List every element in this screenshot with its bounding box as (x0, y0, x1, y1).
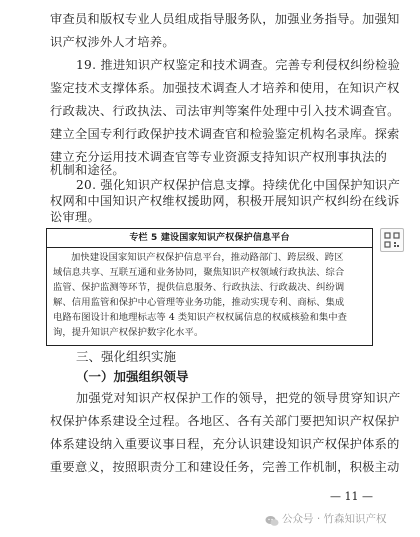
paragraph-line: 审查员和版权专业人员组成指导服务队，加强业务指导。加强知 (50, 12, 400, 26)
column-box-line: 加快建设国家知识产权保护信息平台，推动路部门、跨层级、跨区 (71, 252, 344, 263)
paragraph-19-line: 建立全国专利行政保护技术调查官和检验鉴定机构名录库。探索 (50, 127, 400, 141)
column-box-line: 域信息共享、互联互通和业务协同，聚焦知识产权领域行政执法、综合 (53, 267, 345, 278)
column-box-line: 解、信用监管和保护中心管理等业务功能，推动实现专利、商标、集成 (53, 297, 345, 308)
paragraph-line: 识产权涉外人才培养。 (50, 35, 175, 49)
column-box-line: 监管、保护监测等环节，提供信息服务、行政执法、行政裁决、纠纷调 (53, 282, 345, 293)
page-number: — 11 — (330, 490, 373, 503)
paragraph-20-line: 20. 强化知识产权保护信息支撑。持续优化中国保护知识产 (76, 178, 401, 192)
column-box-line: 询，提升知识产权保护数字化水平。 (53, 327, 204, 338)
paragraph-line: 体系建设纳入重要议事日程，充分认识建设知识产权保护体系的 (50, 437, 400, 451)
paragraph-line: 加强党对知识产权保护工作的领导，把党的领导贯穿知识产 (76, 391, 401, 405)
wechat-icon (265, 512, 279, 524)
paragraph-line: 权保护体系建设全过程。各地区、各有关部门要把知识产权保护 (50, 414, 400, 428)
column-box-line: 电路布图设计和地理标志等 4 类知识产权权属信息的权威核验和集中查 (53, 312, 348, 323)
paragraph-line: 重要意义，按照职责分工和建设任务，完善工作机制，积极主动 (50, 460, 400, 474)
section-heading: 三、强化组织实施 (76, 349, 177, 364)
paragraph-19-line: 19. 推进知识产权鉴定和技术调查。完善专利侵权纠纷检验 (76, 58, 401, 72)
paragraph-19-line: 建立充分运用技术调查官等专业资源支持知识产权刑事执法的 (50, 150, 388, 164)
paragraph-19-line: 机制和途径。 (50, 163, 125, 177)
paragraph-20-line: 权网和中国知识产权维权援助网，积极开展知识产权纠纷在线诉 (50, 194, 400, 208)
column-box (46, 228, 373, 346)
subsection-heading: （一）加强组织领导 (76, 369, 189, 384)
watermark-text: 公众号 · 竹森知识产权 (282, 513, 387, 525)
paragraph-20-line: 讼审理。 (50, 210, 100, 224)
paragraph-19-line: 鉴定技术支撑体系。加强技术调查人才培养和使用，在知识产权 (50, 81, 400, 95)
column-box-title: 专栏 5 建设国家知识产权保护信息平台 (47, 229, 372, 248)
paragraph-19-line: 行政裁决、行政执法、司法审判等案件处理中引入技术调查官。 (50, 104, 400, 118)
qr-code-icon[interactable] (380, 228, 404, 252)
